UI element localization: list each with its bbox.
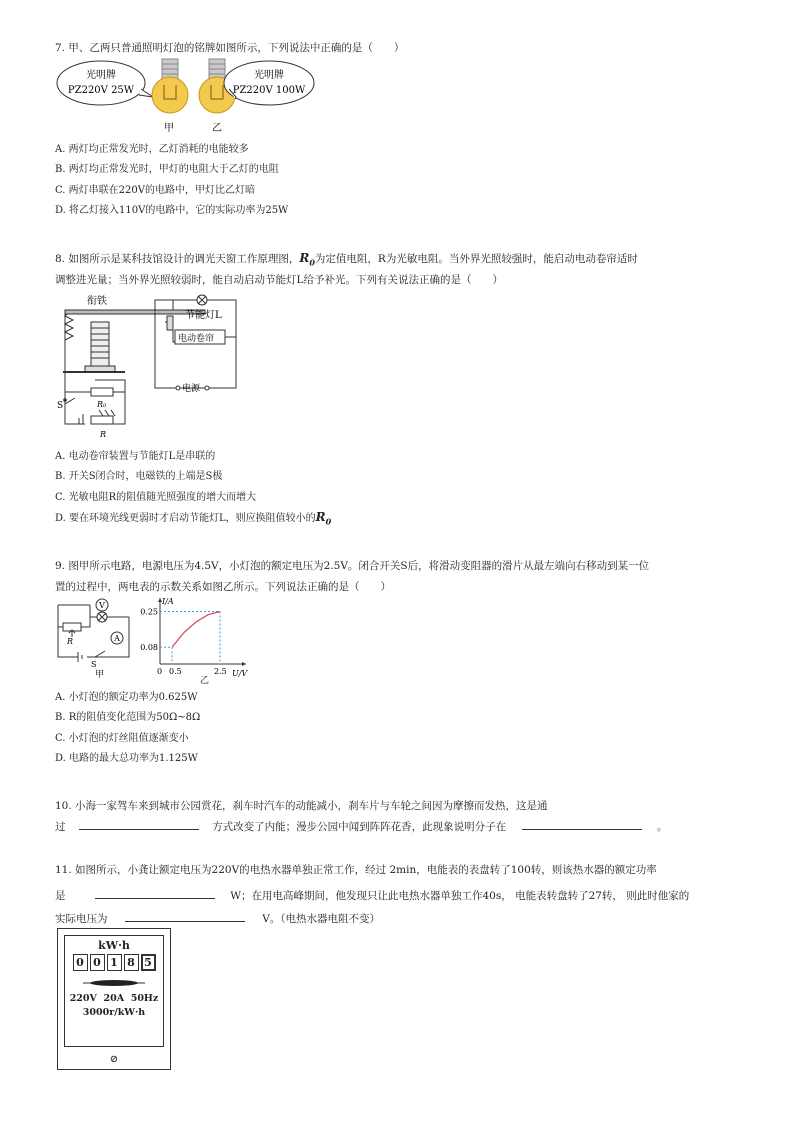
- q9-chart-caption: 乙: [200, 676, 210, 686]
- q8-fig-curtain: 电动卷帘: [178, 334, 215, 344]
- q8-fig-switch: S: [57, 401, 64, 411]
- q7-option-a: A. 两灯均正常发光时，乙灯消耗的电能较多: [55, 144, 249, 155]
- q11-line2: [55, 888, 689, 903]
- meter-digit: 1: [107, 954, 122, 971]
- q7-option-b: B. 两灯均正常发光时，甲灯的电阻大于乙灯的电阻: [55, 164, 279, 175]
- chart-xlabel: U/V: [232, 669, 248, 678]
- q10-line2-end: 。: [656, 821, 668, 833]
- q10-line2-mid: 方式改变了内能；漫步公园中闻到阵阵花香，此现象说明分子在: [212, 821, 507, 833]
- q10-line1: 10. 小海一家驾车来到城市公园赏花，刹车时汽车的动能减小，刹车片与车轮之间因为摩擦而发热，这是通: [55, 800, 548, 812]
- q9-circuit-a: A: [114, 634, 120, 643]
- q8-circuit-figure: [55, 292, 245, 442]
- chart-y-tick-0: 0.08: [140, 643, 158, 653]
- q9-circuit-figure: [55, 597, 145, 679]
- q11-line2-start: 是: [55, 890, 66, 902]
- q8-stem-part2: 为定值电阻，R为光敏电阻。当外界光照较强时，能启动电动卷帘适时: [314, 253, 638, 265]
- q9-chart: [140, 594, 252, 682]
- chart-series-line: [172, 612, 220, 648]
- q7-option-d: D. 将乙灯接入110V的电路中，它的实际功率为25W: [55, 205, 289, 216]
- q8-fig-source: 电源: [182, 384, 201, 394]
- q8-r0-letter: R: [299, 251, 310, 265]
- chart-ylabel: I/A: [162, 597, 174, 606]
- q11-line2-rest: W；在用电高峰期间，他发现只让此电热水器单独工作40s， 电能表转盘转了27转， 则此时他家的: [230, 890, 690, 902]
- q9-circuit-r: R: [67, 637, 74, 646]
- q8-fig-r: R: [100, 430, 107, 439]
- q11-line3-start: 实际电压为: [55, 913, 108, 925]
- q9-circuit-v: V: [99, 601, 105, 610]
- q8-option-b: B. 开关S闭合时，电磁铁的上端是S极: [55, 471, 223, 482]
- q11-blank-1[interactable]: [95, 888, 215, 899]
- q8-fig-r0: R₀: [97, 400, 107, 409]
- meter-digit: 8: [124, 954, 139, 971]
- q10-blank-1[interactable]: [79, 819, 199, 830]
- q7-bulb-right-label: 乙: [212, 123, 222, 134]
- meter-unit: kW·h: [98, 939, 130, 952]
- q9-option-a: A. 小灯泡的额定功率为0.625W: [55, 692, 198, 703]
- meter-digits: [65, 954, 163, 971]
- q9-stem-line2: 置的过程中，两电表的示数关系如图乙所示。下列说法正确的是（ ）: [55, 581, 391, 593]
- q7-option-c: C. 两灯串联在220V的电路中，甲灯比乙灯暗: [55, 185, 255, 196]
- meter-digit: 0: [90, 954, 105, 971]
- q9-stem-line1: 9. 图甲所示电路，电源电压为4.5V，小灯泡的额定电压为2.5V。闭合开关S后，将滑动变阻器的滑片从最左端向右移动到某一位: [55, 560, 650, 572]
- q11-line3-rest: V。（电热水器电阻不变）: [262, 913, 381, 925]
- q7-bubble-left-line1: 光明牌: [86, 70, 116, 81]
- bulb-left-icon: [152, 59, 188, 113]
- chart-x-tick-1: 0.5: [169, 667, 182, 676]
- meter-footer-icon: ⊘: [109, 1054, 119, 1065]
- q8-stem-line1: [55, 251, 638, 267]
- chart-y-tick-1: 0.25: [140, 607, 158, 617]
- meter-disc-icon: [65, 975, 163, 991]
- q8-option-d: [55, 509, 331, 526]
- q9-circuit-s: S: [91, 660, 97, 669]
- q7-bubble-right: [224, 61, 314, 105]
- q10-line2-start: 过: [55, 821, 66, 833]
- meter-panel: [64, 935, 164, 1047]
- q8-option-a: A. 电动卷帘装置与节能灯L是串联的: [55, 451, 216, 462]
- q7-bubble-right-line1: 光明牌: [254, 70, 284, 81]
- q11-line3: [55, 911, 380, 926]
- q9-option-b: B. R的阻值变化范围为50Ω~8Ω: [55, 712, 201, 723]
- meter-rate: 3000r/kW·h: [82, 1007, 146, 1018]
- q9-option-c: C. 小灯泡的灯丝阻值逐渐变小: [55, 733, 189, 744]
- q10-blank-2[interactable]: [522, 819, 642, 830]
- meter-digit: 0: [73, 954, 88, 971]
- meter-digit-decimal: 5: [141, 954, 156, 971]
- q7-stem: 7. 甲、乙两只普通照明灯泡的铭牌如图所示，下列说法中正确的是（ ）: [55, 42, 405, 54]
- meter-spec: 220V 20A 50Hz: [69, 993, 159, 1004]
- q8-option-d-r0-sub: 0: [325, 516, 332, 527]
- q8-stem-line2: 调整进光量；当外界光照较弱时，能自动启动节能灯L给予补光。下列有关说法正确的是（ ）: [55, 274, 503, 286]
- q7-bubble-left-line2: PZ220V 25W: [67, 85, 135, 96]
- chart-x-tick-0: 0: [157, 667, 163, 676]
- q8-fig-lamp: 节能灯L: [185, 310, 222, 321]
- chart-x-tick-2: 2.5: [214, 667, 227, 676]
- q8-r0-symbol: [299, 251, 315, 268]
- q9-circuit-caption: 甲: [95, 670, 105, 679]
- energy-meter: [57, 928, 171, 1070]
- q7-bubble-left: [57, 61, 145, 105]
- q7-bubble-right-line2: PZ220V 100W: [232, 85, 306, 96]
- q7-bulb-left-label: 甲: [164, 123, 174, 134]
- q11-line1: 11. 如图所示，小龚让额定电压为220V的电热水器单独正常工作，经过 2min，电能表的表盘转了100转，则该热水器的额定功率: [55, 864, 657, 876]
- q8-option-c: C. 光敏电阻R的阻值随光照强度的增大而增大: [55, 492, 257, 503]
- q8-option-d-r0-letter: R: [315, 510, 326, 524]
- q10-line2: [55, 819, 667, 834]
- q8-fig-armature: 衔铁: [87, 296, 107, 307]
- q9-option-d: D. 电路的最大总功率为1.125W: [55, 753, 198, 764]
- q11-blank-2[interactable]: [125, 911, 245, 922]
- q8-option-d-r0: [315, 510, 332, 527]
- q8-stem-part1: 8. 如图所示是某科技馆设计的调光天窗工作原理图，: [55, 253, 300, 265]
- q8-option-d-text: D. 要在环境光线更弱时才启动节能灯L，则应换阻值较小的: [55, 513, 316, 524]
- q7-bulbs-figure: [55, 55, 315, 137]
- q8-r0-sub: 0: [309, 257, 315, 268]
